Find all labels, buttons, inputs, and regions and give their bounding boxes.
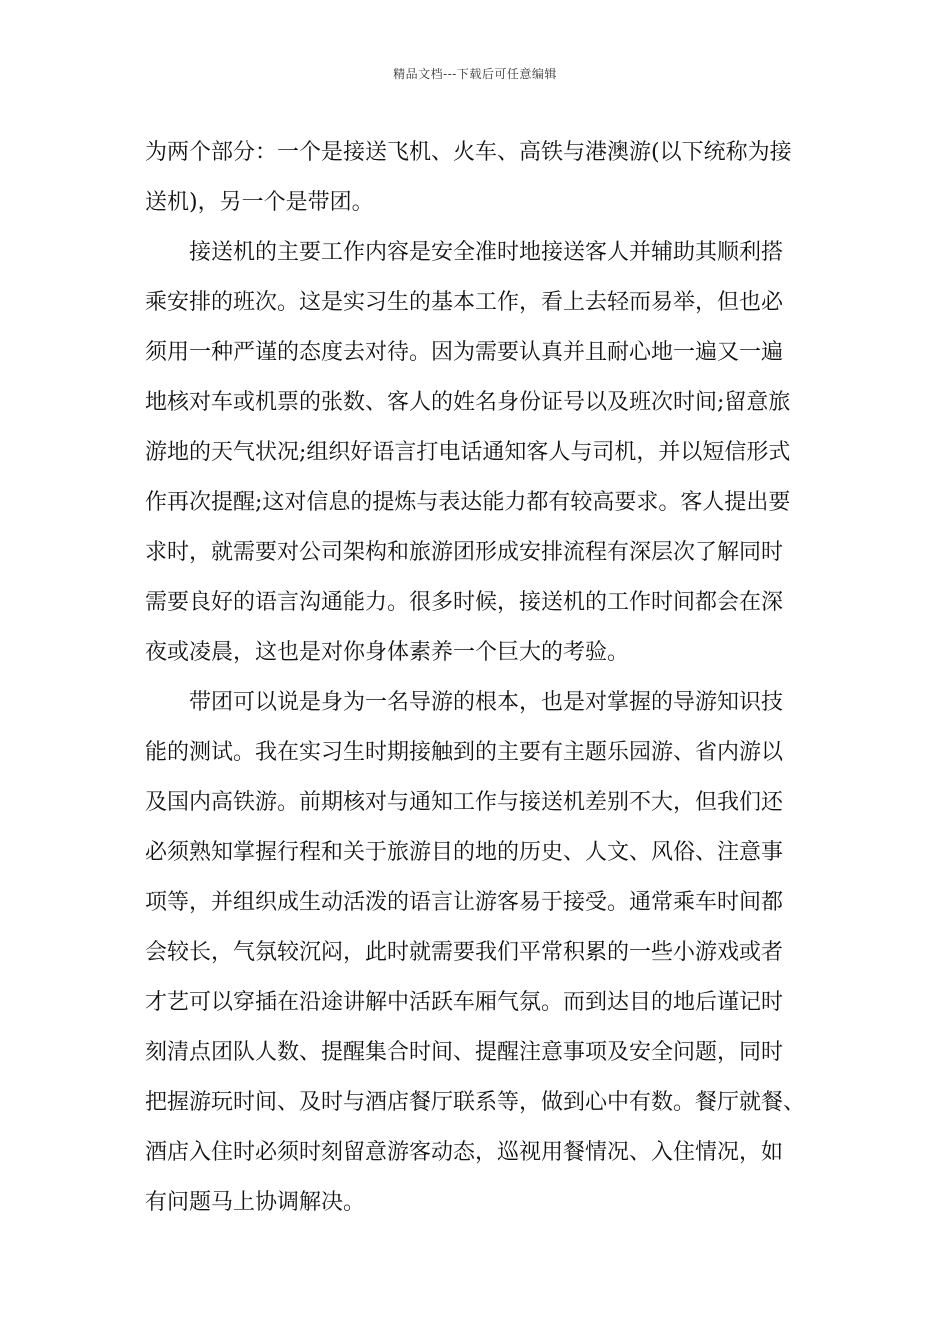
text-line: 项等，并组织成生动活泼的语言让游客易于接受。通常乘车时间都 (145, 890, 784, 915)
text-line: 及国内高铁游。前期核对与通知工作与接送机差别不大，但我们还 (145, 790, 784, 815)
document-body (145, 128, 835, 1228)
text-line: 乘安排的班次。这是实习生的基本工作，看上去轻而易举，但也必 (145, 290, 784, 315)
text-line: 会较长，气氛较沉闷，此时就需要我们平常积累的一些小游戏或者 (145, 940, 784, 965)
text-line: 夜或凌晨，这也是对你身体素养一个巨大的考验。 (145, 640, 630, 665)
text-line: 求时，就需要对公司架构和旅游团形成安排流程有深层次了解同时 (145, 540, 784, 565)
text-line: 有问题马上协调解决。 (145, 1190, 366, 1215)
text-line: 游地的天气状况;组织好语言打电话通知客人与司机，并以短信形式 (145, 440, 791, 465)
text-line: 地核对车或机票的张数、客人的姓名身份证号以及班次时间;留意旅 (145, 390, 791, 415)
page-header: 精品文档---下载后可任意编辑 (393, 67, 557, 81)
text-line: 酒店入住时必须时刻留意游客动态，巡视用餐情况、入住情况，如 (145, 1140, 784, 1165)
paragraph-start-line: 接送机的主要工作内容是安全准时地接送客人并辅助其顺利搭 (189, 240, 784, 265)
text-line: 必须熟知掌握行程和关于旅游目的地的历史、人文、风俗、注意事 (145, 840, 784, 865)
paragraph-start-line: 带团可以说是身为一名导游的根本，也是对掌握的导游知识技 (189, 690, 784, 715)
text-line: 为两个部分：一个是接送飞机、火车、高铁与港澳游(以下统称为接 (145, 140, 792, 165)
text-line: 需要良好的语言沟通能力。很多时候，接送机的工作时间都会在深 (145, 590, 784, 615)
text-line: 刻清点团队人数、提醒集合时间、提醒注意事项及安全问题，同时 (145, 1040, 784, 1065)
text-line: 把握游玩时间、及时与酒店餐厅联系等，做到心中有数。餐厅就餐、 (145, 1090, 806, 1115)
text-line: 须用一种严谨的态度去对待。因为需要认真并且耐心地一遍又一遍 (145, 340, 784, 365)
text-line: 作再次提醒;这对信息的提炼与表达能力都有较高要求。客人提出要 (145, 490, 791, 515)
text-line: 能的测试。我在实习生时期接触到的主要有主题乐园游、省内游以 (145, 740, 784, 765)
text-line: 送机)，另一个是带团。 (145, 190, 374, 215)
text-line: 才艺可以穿插在沿途讲解中活跃车厢气氛。而到达目的地后谨记时 (145, 990, 784, 1015)
